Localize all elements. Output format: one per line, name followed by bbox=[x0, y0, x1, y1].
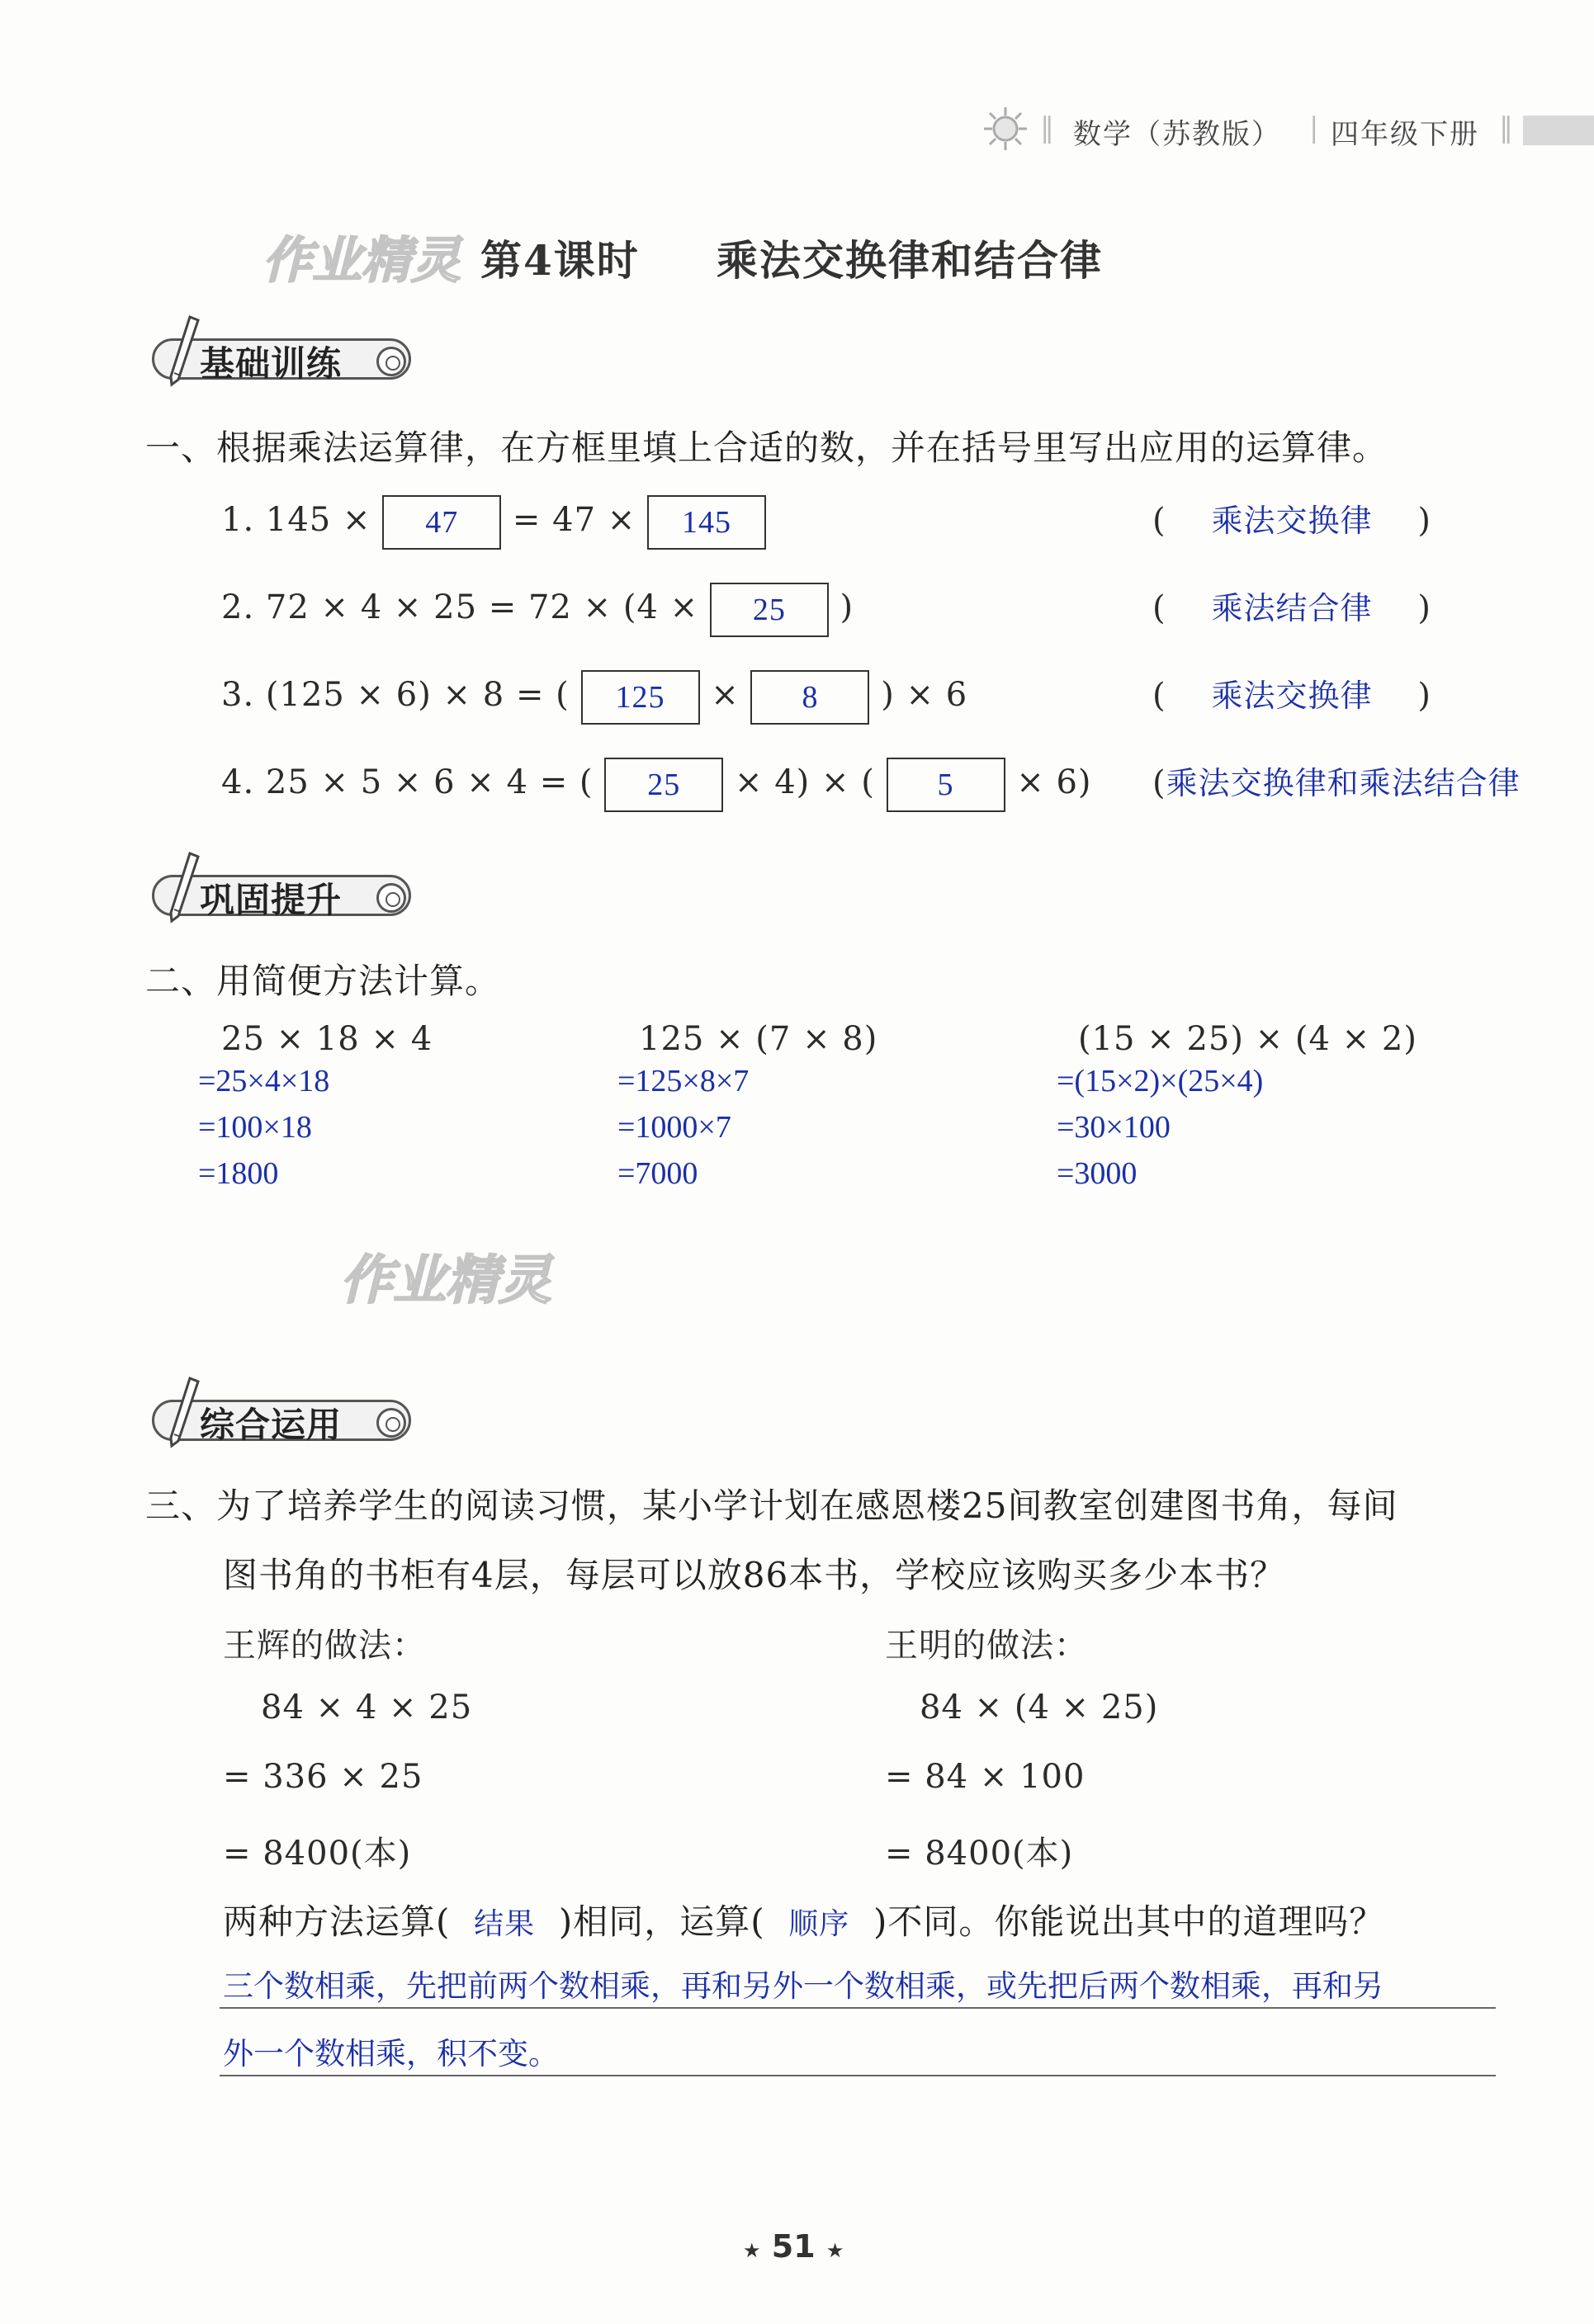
section-badge-consolidate bbox=[145, 868, 418, 919]
page-number: ★ 51 ★ bbox=[743, 2228, 844, 2265]
ring-icon bbox=[376, 883, 406, 913]
answer-box: 125 bbox=[581, 670, 700, 725]
answer-rule bbox=[220, 2007, 1496, 2009]
header-sun-icon bbox=[982, 106, 1029, 155]
section-badge-label: 综合运用 bbox=[200, 1405, 343, 1445]
answer-box: 5 bbox=[887, 758, 1005, 812]
answer-box: 145 bbox=[647, 495, 766, 550]
item-3 bbox=[221, 670, 967, 725]
method-1-step: 84 × 4 × 25 bbox=[261, 1689, 473, 1726]
law-answer: 乘法结合律 bbox=[1211, 592, 1373, 626]
solution-step: =30×100 bbox=[1057, 1110, 1171, 1145]
question-3-line-2: 图书角的书柜有4层，每层可以放86本书，学校应该购买多少本书？ bbox=[223, 1555, 1286, 1595]
solution-step: =(15×2)×(25×4) bbox=[1057, 1064, 1264, 1098]
item-1 bbox=[221, 495, 766, 550]
pencil-icon bbox=[165, 314, 203, 388]
section-badge-label: 基础训练 bbox=[200, 343, 343, 384]
solution-step: =7000 bbox=[617, 1156, 698, 1191]
header-grade: 四年级下册 bbox=[1331, 118, 1479, 151]
section-badge-apply bbox=[145, 1393, 418, 1444]
header-bar bbox=[1523, 116, 1594, 145]
header-divider: | bbox=[1309, 111, 1319, 144]
item-expression: ) bbox=[840, 588, 854, 626]
law-bracket-4: (乘法交换律和乘法结合律 bbox=[1152, 764, 1521, 802]
answer-box: 25 bbox=[604, 758, 723, 812]
solution-step: =100×18 bbox=[198, 1110, 312, 1145]
item-expression: × 4) × ( bbox=[734, 763, 875, 801]
ring-icon bbox=[376, 347, 406, 376]
answer-box: 8 bbox=[750, 670, 869, 725]
problem-expression: 125 × (7 × 8) bbox=[639, 1020, 878, 1058]
item-number: 1. bbox=[221, 501, 255, 539]
answer-box: 25 bbox=[710, 583, 829, 637]
item-number: 4. bbox=[221, 763, 255, 801]
item-number: 2. bbox=[221, 588, 255, 626]
compare-answer-1: 结果 bbox=[474, 1907, 536, 1940]
lesson-number: 第4课时 bbox=[480, 236, 640, 285]
problem-expression: 25 × 18 × 4 bbox=[221, 1020, 433, 1058]
compare-sentence: 两种方法运算( 结果 )相同，运算( 顺序 )不同。你能说出其中的道理吗？ bbox=[223, 1901, 1385, 1942]
law-answer: 乘法交换律和乘法结合律 bbox=[1166, 767, 1521, 801]
pencil-icon bbox=[165, 850, 203, 924]
method-1-label: 王辉的做法： bbox=[223, 1627, 426, 1665]
law-answer: 乘法交换律 bbox=[1211, 679, 1373, 714]
method-1-step: = 8400(本) bbox=[223, 1835, 412, 1873]
answer-line-2: 外一个数相乘，积不变。 bbox=[223, 2038, 559, 2071]
question-1: 一、根据乘法运算律，在方框里填上合适的数，并在括号里写出应用的运算律。 bbox=[145, 427, 1388, 468]
question-3-line-1: 三、为了培养学生的阅读习惯，某小学计划在感恩楼25间教室创建图书角，每间 bbox=[145, 1486, 1398, 1526]
item-expression: ) × 6 bbox=[881, 676, 968, 714]
answer-line-1: 三个数相乘，先把前两个数相乘，再和另外一个数相乘，或先把后两个数相乘，再和另 bbox=[223, 1970, 1384, 2004]
law-bracket-2: ( 乘法结合律 ) bbox=[1152, 589, 1431, 627]
section-badge-basic bbox=[145, 332, 418, 383]
item-expression: = 47 × bbox=[512, 501, 636, 539]
law-bracket-1: ( 乘法交换律 ) bbox=[1152, 502, 1431, 540]
item-2 bbox=[221, 583, 854, 637]
item-4 bbox=[221, 758, 1092, 812]
item-expression: (125 × 6) × 8 = ( bbox=[265, 676, 570, 714]
problem-expression: (15 × 25) × (4 × 2) bbox=[1078, 1020, 1417, 1058]
star-icon: ★ bbox=[743, 2239, 761, 2262]
pencil-icon bbox=[165, 1375, 203, 1449]
item-expression: 145 × bbox=[265, 501, 371, 539]
solution-step: =1000×7 bbox=[617, 1110, 731, 1145]
method-2-label: 王明的做法： bbox=[885, 1627, 1088, 1665]
answer-rule bbox=[220, 2075, 1496, 2076]
header-divider: ‖ bbox=[1499, 111, 1513, 144]
star-icon: ★ bbox=[825, 2239, 844, 2262]
watermark: 作业精灵 bbox=[340, 1250, 551, 1311]
solution-step: =125×8×7 bbox=[617, 1064, 750, 1098]
item-expression: 72 × 4 × 25 = 72 × (4 × bbox=[265, 588, 699, 626]
item-expression: × 6) bbox=[1016, 763, 1092, 801]
solution-step: =3000 bbox=[1057, 1156, 1138, 1191]
ring-icon bbox=[376, 1408, 406, 1438]
method-1-step: = 336 × 25 bbox=[223, 1758, 423, 1796]
law-answer: 乘法交换律 bbox=[1211, 504, 1373, 539]
law-bracket-3: ( 乘法交换律 ) bbox=[1152, 677, 1431, 715]
watermark: 作业精灵 bbox=[263, 232, 461, 290]
method-2-step: = 8400(本) bbox=[885, 1835, 1074, 1873]
solution-step: =25×4×18 bbox=[198, 1064, 330, 1098]
item-expression: 25 × 5 × 6 × 4 = ( bbox=[265, 763, 594, 801]
method-2-step: = 84 × 100 bbox=[885, 1758, 1086, 1796]
answer-box: 47 bbox=[382, 495, 501, 550]
compare-answer-2: 顺序 bbox=[788, 1907, 850, 1940]
solution-step: =1800 bbox=[198, 1156, 279, 1191]
section-badge-label: 巩固提升 bbox=[200, 880, 343, 920]
item-number: 3. bbox=[221, 676, 255, 714]
question-2: 二、用简便方法计算。 bbox=[145, 961, 501, 1001]
method-2-step: 84 × (4 × 25) bbox=[920, 1689, 1159, 1726]
header-divider: ‖ bbox=[1040, 111, 1054, 144]
page-title: 乘法交换律和结合律 bbox=[717, 236, 1103, 285]
item-expression: × bbox=[711, 676, 740, 714]
header-subject: 数学（苏教版） bbox=[1073, 118, 1281, 151]
